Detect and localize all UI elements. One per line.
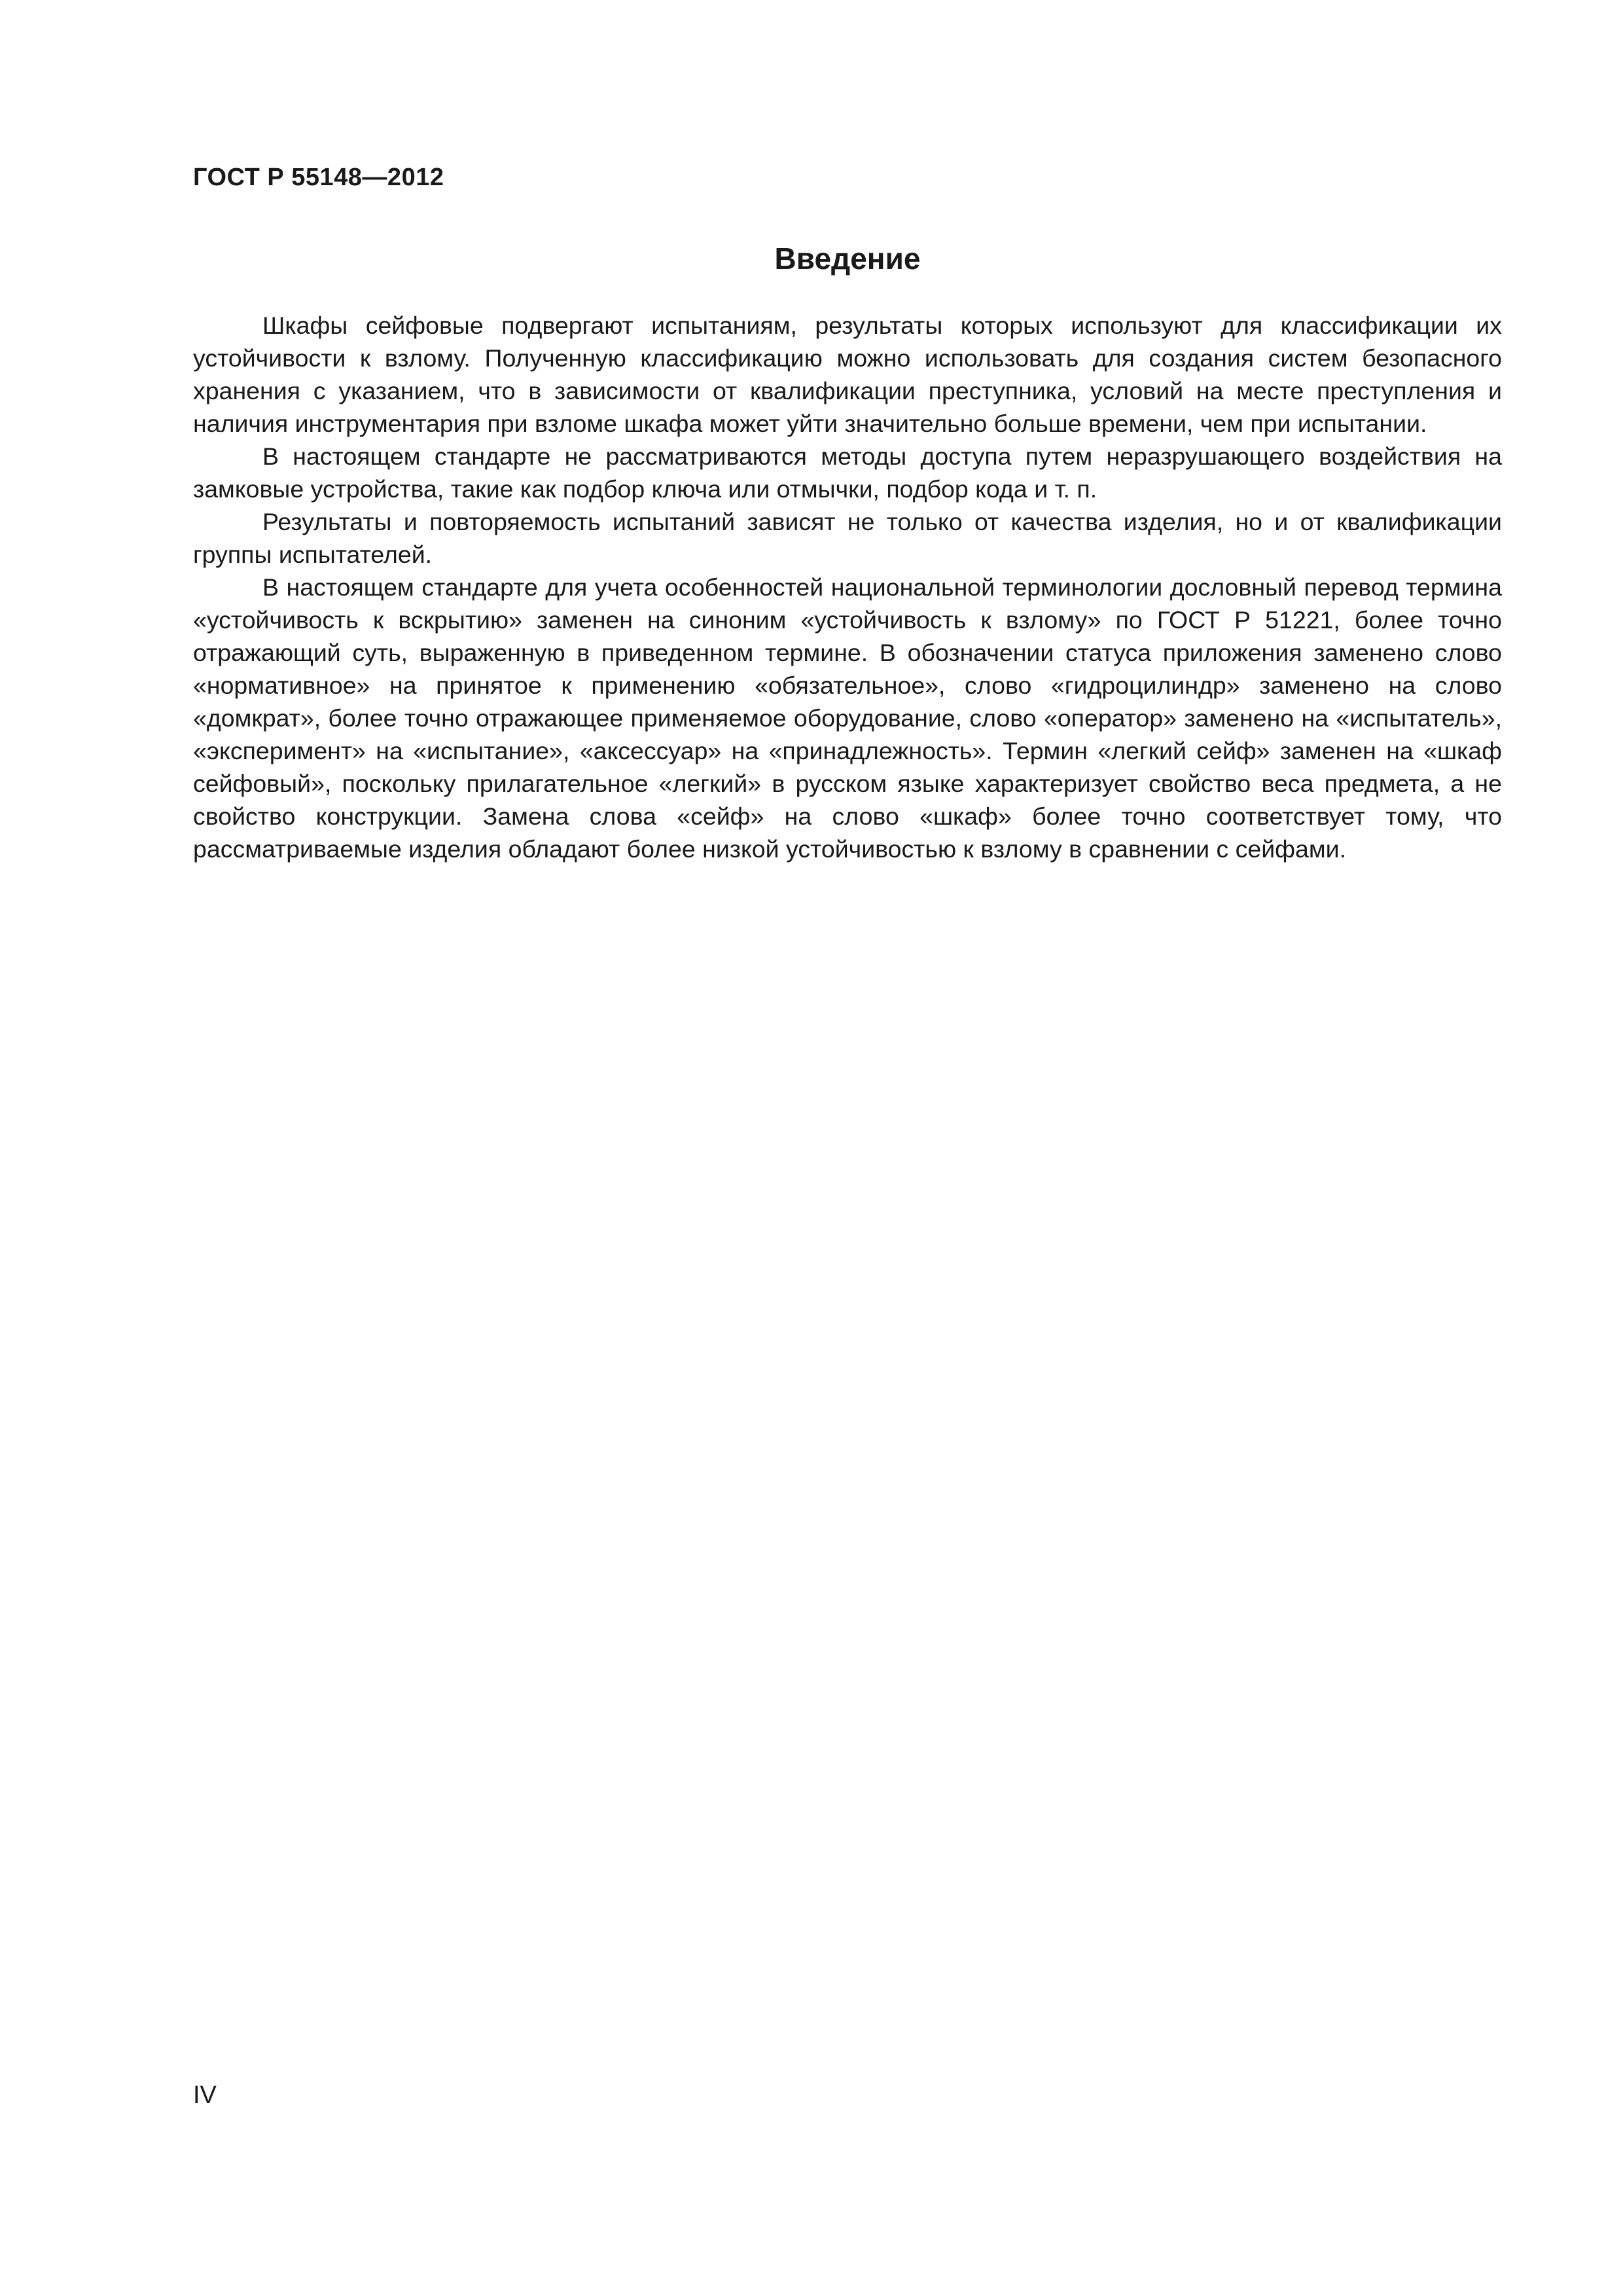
paragraph-2: В настоящем стандарте не рассматриваются методы доступа путем неразрушающего воздействия на замковые устройства, такие как подбор ключа или отмычки, подбор кода и т. п.	[193, 442, 1502, 503]
section-title: Введение	[774, 242, 921, 276]
paragraph-3: Результаты и повторяемость испытаний зависят не только от качества изделия, но и от квалификации группы испытателей.	[193, 508, 1502, 568]
standard-code-header: ГОСТ Р 55148—2012	[193, 164, 444, 191]
paragraph-4: В настоящем стандарте для учета особенностей национальной терминологии дословный перевод термина «устойчивость к вскрытию» заменен на синоним «устойчивость к взлому» по ГОСТ Р 51221, более точно отражающий суть, выраженную в приведенном термине. В обозначении статуса приложения заменено слово «нормативное» на принятое к применению «обязательное», слово «гидроцилиндр» заменено на слово «домкрат», более точно отражающее применяемое оборудование, слово «оператор» заменено на «испытатель», «эксперимент» на «испытание», «аксессуар» на «принадлежность». Термин «легкий сейф» заменен на «шкаф сейфовый», поскольку прилагательное «легкий» в русском языке характеризует свойство веса предмета, а не свойство конструкции. Замена слова «сейф» на слово «шкаф» более точно соответствует тому, что рассматриваемые изделия обладают более низкой устойчивостью к взлому в сравнении с сейфами.	[193, 573, 1502, 863]
page-number: IV	[193, 2081, 217, 2109]
introduction-body	[193, 309, 1502, 865]
paragraph-1: Шкафы сейфовые подвергают испытаниям, результаты которых используют для классификации их устойчивости к взлому. Полученную классификацию можно использовать для создания систем безопасного хранения с указанием, что в зависимости от квалификации преступника, условий на месте преступления и наличия инструментария при взломе шкафа может уйти значительно больше времени, чем при испытании.	[193, 312, 1502, 437]
